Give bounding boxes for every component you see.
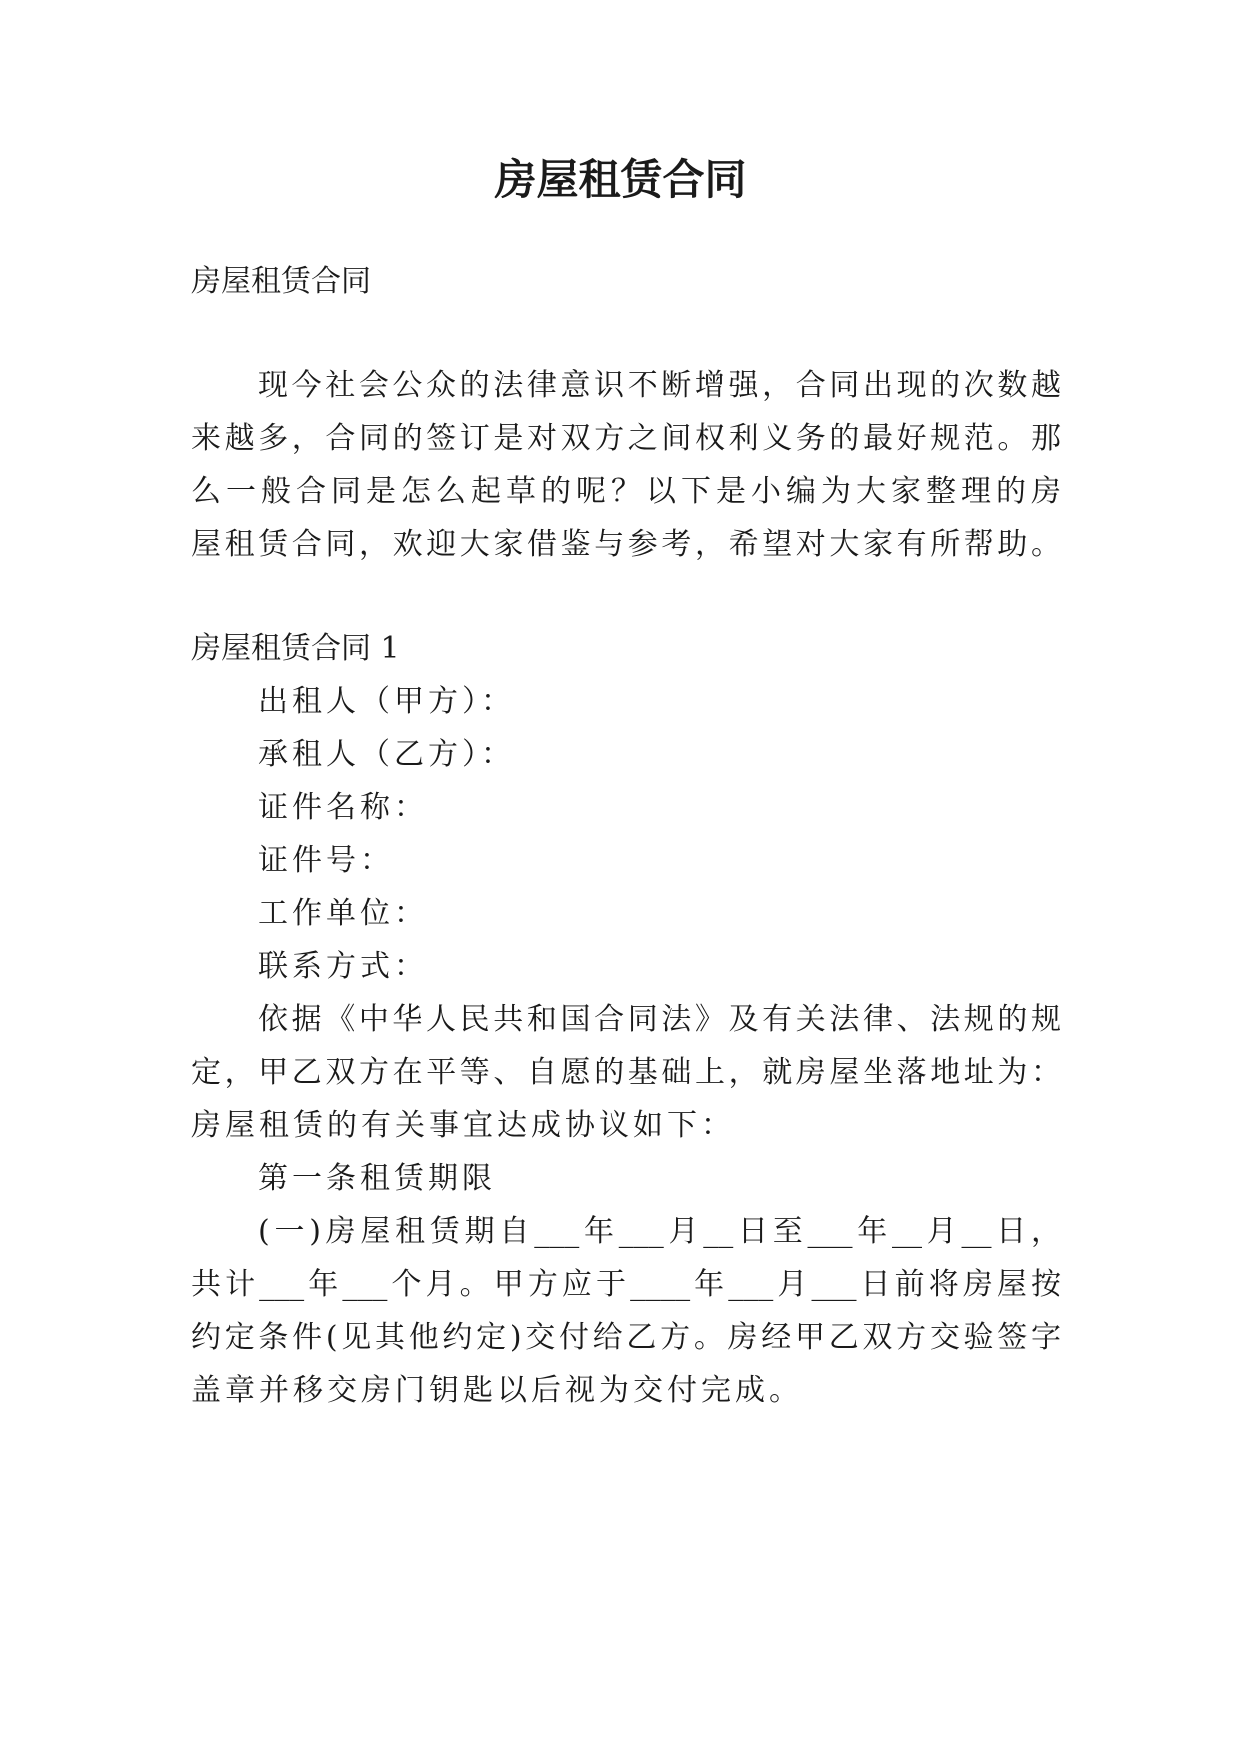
- party-field-lessor: 出租人（甲方）：: [258, 684, 515, 719]
- intro-line: 现今社会公众的法律意识不断增强，合同出现的次数越: [258, 368, 1061, 403]
- party-field-contact: 联系方式：: [258, 949, 428, 984]
- intro-line: 屋租赁合同，欢迎大家借鉴与参考，希望对大家有所帮助。: [191, 527, 1061, 562]
- document-subtitle: 房屋租赁合同: [191, 264, 371, 299]
- party-field-employer: 工作单位：: [258, 896, 428, 931]
- basis-line: 依据《中华人民共和国合同法》及有关法律、法规的规: [258, 1002, 1061, 1037]
- basis-line: 定，甲乙双方在平等、自愿的基础上，就房屋坐落地址为：: [191, 1055, 1061, 1090]
- intro-line: 么一般合同是怎么起草的呢？以下是小编为大家整理的房: [191, 474, 1061, 509]
- intro-line: 来越多，合同的签订是对双方之间权利义务的最好规范。那: [191, 421, 1061, 456]
- party-field-lessee: 承租人（乙方）：: [258, 737, 515, 772]
- party-field-id-type: 证件名称：: [258, 790, 428, 825]
- article-1-line: 盖章并移交房门钥匙以后视为交付完成。: [191, 1373, 803, 1408]
- document-title: 房屋租赁合同: [494, 155, 747, 204]
- basis-line: 房屋租赁的有关事宜达成协议如下：: [191, 1108, 735, 1143]
- article-1-line: 约定条件(见其他约定)交付给乙方。房经甲乙双方交验签字: [191, 1320, 1061, 1355]
- article-1-line: 共计___年___个月。甲方应于____年___月___日前将房屋按: [191, 1267, 1061, 1302]
- article-1-line: (一)房屋租赁期自___年___月__日至___年__月__日，: [258, 1214, 1061, 1249]
- article-1-heading: 第一条租赁期限: [258, 1161, 496, 1196]
- section-heading: 房屋租赁合同 1: [191, 631, 400, 666]
- party-field-id-number: 证件号：: [258, 843, 394, 878]
